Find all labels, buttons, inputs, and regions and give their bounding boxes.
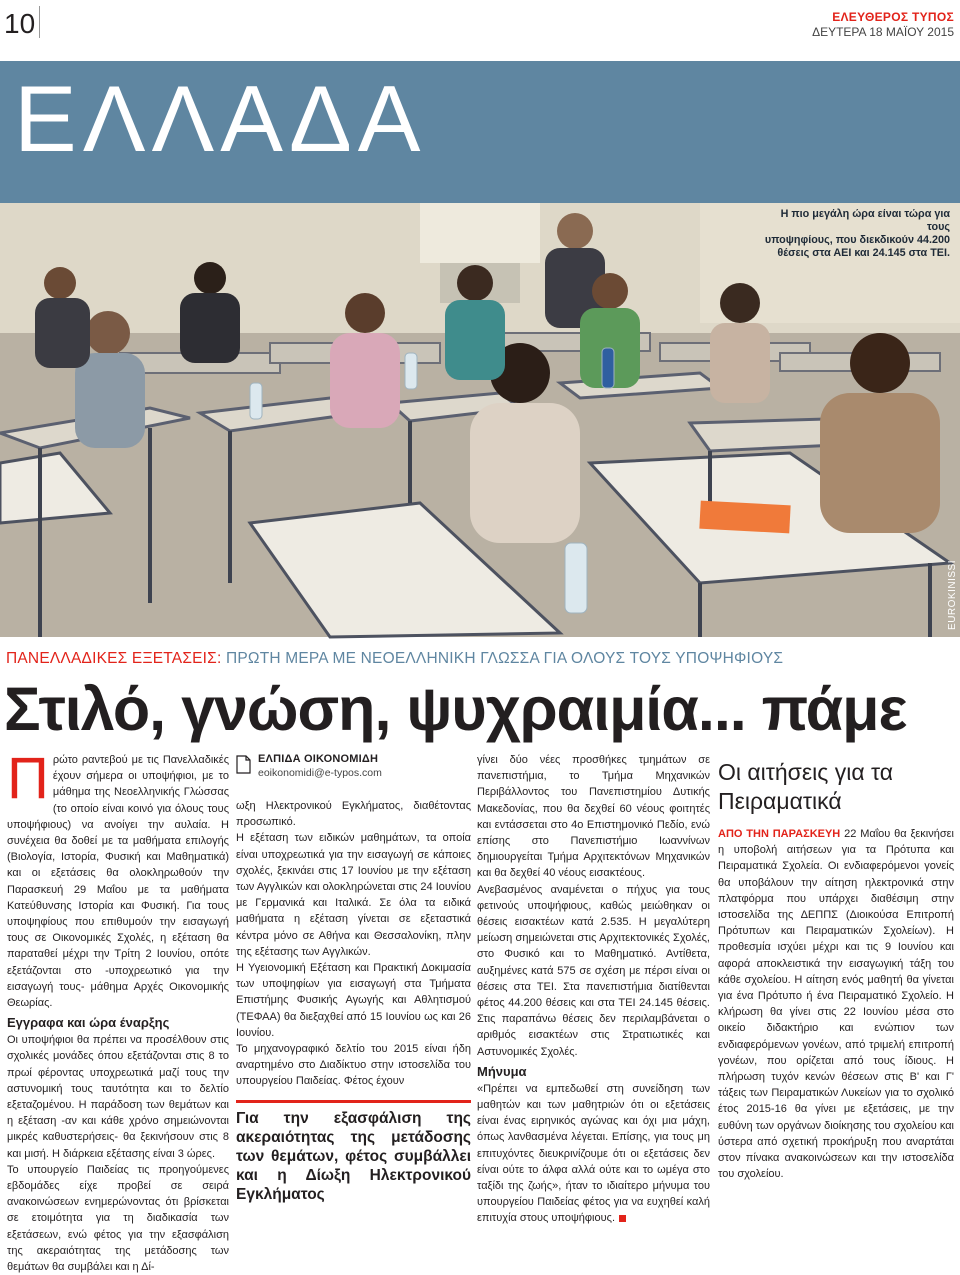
photo-caption bbox=[760, 208, 950, 260]
pull-quote: Για την εξασφάλιση της ακεραιότητας της μετάδοσης των θεμάτων, φέτος συμβάλλει και η Δίωξη Ηλεκτρονικού Εγκλήματος bbox=[236, 1100, 471, 1204]
subheading: Μήνυμα bbox=[477, 1063, 527, 1079]
page-number: 10 bbox=[4, 8, 36, 39]
red-square-icon bbox=[619, 1215, 626, 1222]
section-title: ΕΛΛΑΔΑ bbox=[14, 66, 427, 171]
article-paragraph: γίνει δύο νέες προσθήκες τμημάτων σε πανεπιστήμια, το Τμήμα Μηχανικών Περιβάλλοντος του Πανεπιστημίου Δυτικής Μακεδονίας, που θα δεχθεί 60 νέους φοιτητές και εντάσσεται στο 4ο Επιστημονικό Πεδίο, ενώ επίσης στο Πανεπιστήμιο Ιωαννίνων δημιουργείται Τμήμα Αρχιτεκτόνων Μηχανικών και θα δεχθεί 40 νέους εισακτέους. bbox=[477, 754, 710, 880]
sidebar-text: 22 Μαΐου θα ξεκινήσει η υποβολή αιτήσεων για τα Πρότυπα και Πειραματικά Σχολεία. Οι ενδιαφερόμενοι γονείς θα υποβάλουν την αίτηση ηλεκτρονικά στην πλατφόρμα που υπάρχει διαθέσιμη στην ιστοσελίδα της ΔΕΠΠΣ (Διοικούσα Επιτροπή Πρότυπων και Πειραματικών Σχολείων). Η προθεσμία ισχύει μέχρι και τις 9 Ιουνίου και αφορά αποκλειστικά την εισαγωγική τάξη του κάθε σχολείου. Η αίτηση ενός μαθητή θα γίνεται για ένα Πρότυπο ή ένα Πειραματικό Σχολείο. Η κλήρωση θα γίνει στις 22 Ιουνίου μέσα στο οικείο διδακτήριο και ενώπιον των ενδιαφερόμενων γονέων, από τριμελή επιτροπή γονέων, που ορίζεται από τους ίδιους. Η πλήρωση τυχόν κενών θέσεων στις Β' και Γ' τάξεις των Πειραματικών Λυκείων για το σχολικό έτος 2015-16 θα γίνει με εξετάσεις, με την ευθύνη των οργάνων διοίκησης του σχολείου και ύστερα από σχετική προκήρυξη που αναρτάται στον πίνακα ανακοινώσεων και την ιστοσελίδα του σχολείου. bbox=[718, 828, 954, 1181]
header-divider bbox=[39, 6, 40, 38]
kicker-subtitle: ΠΡΩΤΗ ΜΕΡΑ ΜΕ ΝΕΟΕΛΛΗΝΙΚΗ ΓΛΩΣΣΑ ΓΙΑ ΟΛΟΥΣ ΤΟΥΣ ΥΠΟΨΗΦΙΟΥΣ bbox=[225, 650, 784, 667]
subheading: Εγγραφα και ώρα έναρξης bbox=[7, 1015, 170, 1031]
article-column-3 bbox=[477, 752, 710, 1227]
byline bbox=[236, 752, 471, 798]
article-paragraph: Το υπουργείο Παιδείας τις προηγούμενες εβδομάδες είχε προβεί σε σειρά ανακοινώσεων ενημερώνοντας ότι βρίσκεται σε ετοιμότητα για τη διαδικασία των εξετάσεων, ενώ φέτος για την εξασφάλιση της ακεραιότητας της μετάδοσης των θεμάτων θα συμβάλει και η Δί- bbox=[7, 1163, 229, 1274]
author-name: ΕΛΠΙΔΑ ΟΙΚΟΝΟΜΙΔΗ bbox=[258, 753, 379, 765]
article-paragraph: Η Υγειονομική Εξέταση και Πρακτική Δοκιμασία των υποψηφίων για εισαγωγή στα Τμήματα Επιστήμης Φυσικής Αγωγής και Αθλητισμού (ΤΕΦΑΑ) θα διεξαχθεί από 15 Ιουνίου ως και 26 Ιουνίου. bbox=[236, 962, 471, 1039]
article-column-2 bbox=[236, 752, 471, 1204]
article-paragraph: Το μηχανογραφικό δελτίο του 2015 είναι ήδη αναρτημένο στο Διαδίκτυο στην ιστοσελίδα του υπουργείου Παιδείας. Φέτος έχουν bbox=[236, 1043, 471, 1088]
drop-cap: Π bbox=[7, 746, 49, 811]
document-icon bbox=[236, 755, 251, 774]
photo-credit: EUROKINISSI bbox=[947, 560, 958, 630]
classroom-illustration bbox=[0, 203, 960, 637]
caption-line: θέσεις στα ΑΕΙ και 24.145 στα ΤΕΙ. bbox=[777, 247, 950, 259]
publication-header bbox=[812, 10, 954, 40]
article-paragraph: Η εξέταση των ειδικών μαθημάτων, τα οποία είναι υποχρεωτικά για την εισαγωγή σε κάποιες σχολές, ξεκινάει στις 17 Ιουνίου με την εξέταση των Αγγλικών και ολοκληρώνεται στις 24 Ιουνίου με Γερμανικά και Ιταλικά. Σε όλα τα ειδικά μαθήματα η εξέταση γίνεται σε εξεταστικά κέντρα μόνο σε Αθήνα και Θεσσαλονίκη, πλην της εξέτασης των Αγγλικών. bbox=[236, 832, 471, 958]
sidebar-lead: ΑΠΟ ΤΗΝ ΠΑΡΑΣΚΕΥΗ bbox=[718, 828, 841, 840]
kicker-topic: ΠΑΝΕΛΛΑΔΙΚΕΣ ΕΞΕΤΑΣΕΙΣ: bbox=[6, 650, 222, 667]
article-paragraph: Οι υποψήφιοι θα πρέπει να προσέλθουν στις σχολικές μονάδες όπου εξετάζονται στις 8 το πρωί φέροντας υποχρεωτικά μαζί τους την αστυνομική τους ταυτότητα και το δελτίο εξεταζομένου. Η παράδοση των θεμάτων και η εξέταση -αν και κάθε χρόνο σημειώνονται μικρές καθυστερήσεις- θα ξεκινήσουν στις 8 και μισή. Η διάρκεια εξέτασης είναι 3 ώρες. bbox=[7, 1034, 229, 1160]
caption-line: Η πιο μεγάλη ώρα είναι τώρα για τους bbox=[780, 208, 950, 233]
article-paragraph: ωξη Ηλεκτρονικού Εγκλήματος, διαθέτοντας προσωπικό. bbox=[236, 800, 471, 829]
article-paragraph bbox=[7, 746, 229, 1011]
sidebar-title: Οι αιτήσεις για τα Πειραματικά bbox=[718, 759, 894, 814]
issue-date: ΔΕΥΤΕΡΑ 18 ΜΑΪΟΥ 2015 bbox=[812, 25, 954, 39]
headline: Στιλό, γνώση, ψυχραιμία... πάμε bbox=[4, 675, 907, 743]
article-column-1 bbox=[7, 746, 229, 1275]
exam-classroom-photo bbox=[0, 203, 960, 637]
sidebar-body bbox=[712, 826, 960, 1182]
paragraph-text: ρώτο ραντεβού με τις Πανελλαδικές έχουν σήμερα οι υποψήφιοι, με το μάθημα της Νεοελληνικής Γλώσσας (το οποίο είναι κοινό για όλους τους υποψήφιους) να ανοίγει την αυλαία. Η συνέχεια θα δοθεί με τα μαθήματα επιλογής (Βιολογία, Ιστορία, Φυσική και Μαθηματικά) και οι εξετάσεις θα ολοκληρωθούν την Παρασκευή 29 Μαΐου με τα μαθήματα Κατεύθυνσης Ιστορία και Φυσική. Για τους υποψηφίους που επιθυμούν την εισαγωγή τους σε Οικονομικές Σχολές, η εξέταση θα παραταθεί μέχρι την Τρίτη 2 Ιουνίου, οπότε εξετάζονται στο -υποχρεωτικό για την εισαγωγή τους- μάθημα Αρχές Οικονομικής Θεωρίας. bbox=[7, 754, 229, 1010]
caption-line: υποψηφίους, που διεκδικούν 44.200 bbox=[764, 234, 950, 246]
article-paragraph: Ανεβασμένος αναμένεται ο πήχυς για τους φετινούς υποψήφιους, καθώς μειώθηκαν οι θέσεις εισακτέων κατά 2.535. Η μεγαλύτερη μείωση σημειώνεται στις Αρχιτεκτονικές Σχολές, στο Φυσικό και το Μαθηματικό. Αντίθετα, αυξημένες κατά 575 σε σχέση με πέρσι είναι οι θέσεις στα ΤΕΙ. Στα πανεπιστήμια διατίθενται φέτος 44.200 θέσεις και στα ΤΕΙ 24.145 θέσεις. Στις παραπάνω θέσεις δεν περιλαμβάνεται ο αριθμός εισακτέων στις Στρατιωτικές και Αστυνομικές Σχολές. bbox=[477, 883, 710, 1058]
paragraph-text: «Πρέπει να εμπεδωθεί στη συνείδηση των μαθητών και των μαθητριών ότι οι εξετάσεις είναι ένας ειρηνικός αγώνας και όχι μια μάχη, όπως λανθασμένα λέγεται. Επίσης, για τους μη επιτυχόντες διευκρινίζουμε ότι οι εξετάσεις δεν είναι ούτε το άλφα αλλά ούτε και το ωμέγα στο ταξίδι της ζωής», ήταν το ιδιαίτερο μήνυμα του υπουργείου Παιδείας φέτος για να ευχηθεί καλή επιτυχία στους υποψήφιους. bbox=[477, 1082, 710, 1225]
author-email: eoikonomidi@e-typos.com bbox=[258, 767, 382, 779]
kicker bbox=[6, 649, 783, 669]
sidebar-box bbox=[712, 748, 960, 1186]
publication-name: ΕΛΕΥΘΕΡΟΣ ΤΥΠΟΣ bbox=[832, 10, 954, 24]
article-paragraph bbox=[477, 1081, 710, 1227]
